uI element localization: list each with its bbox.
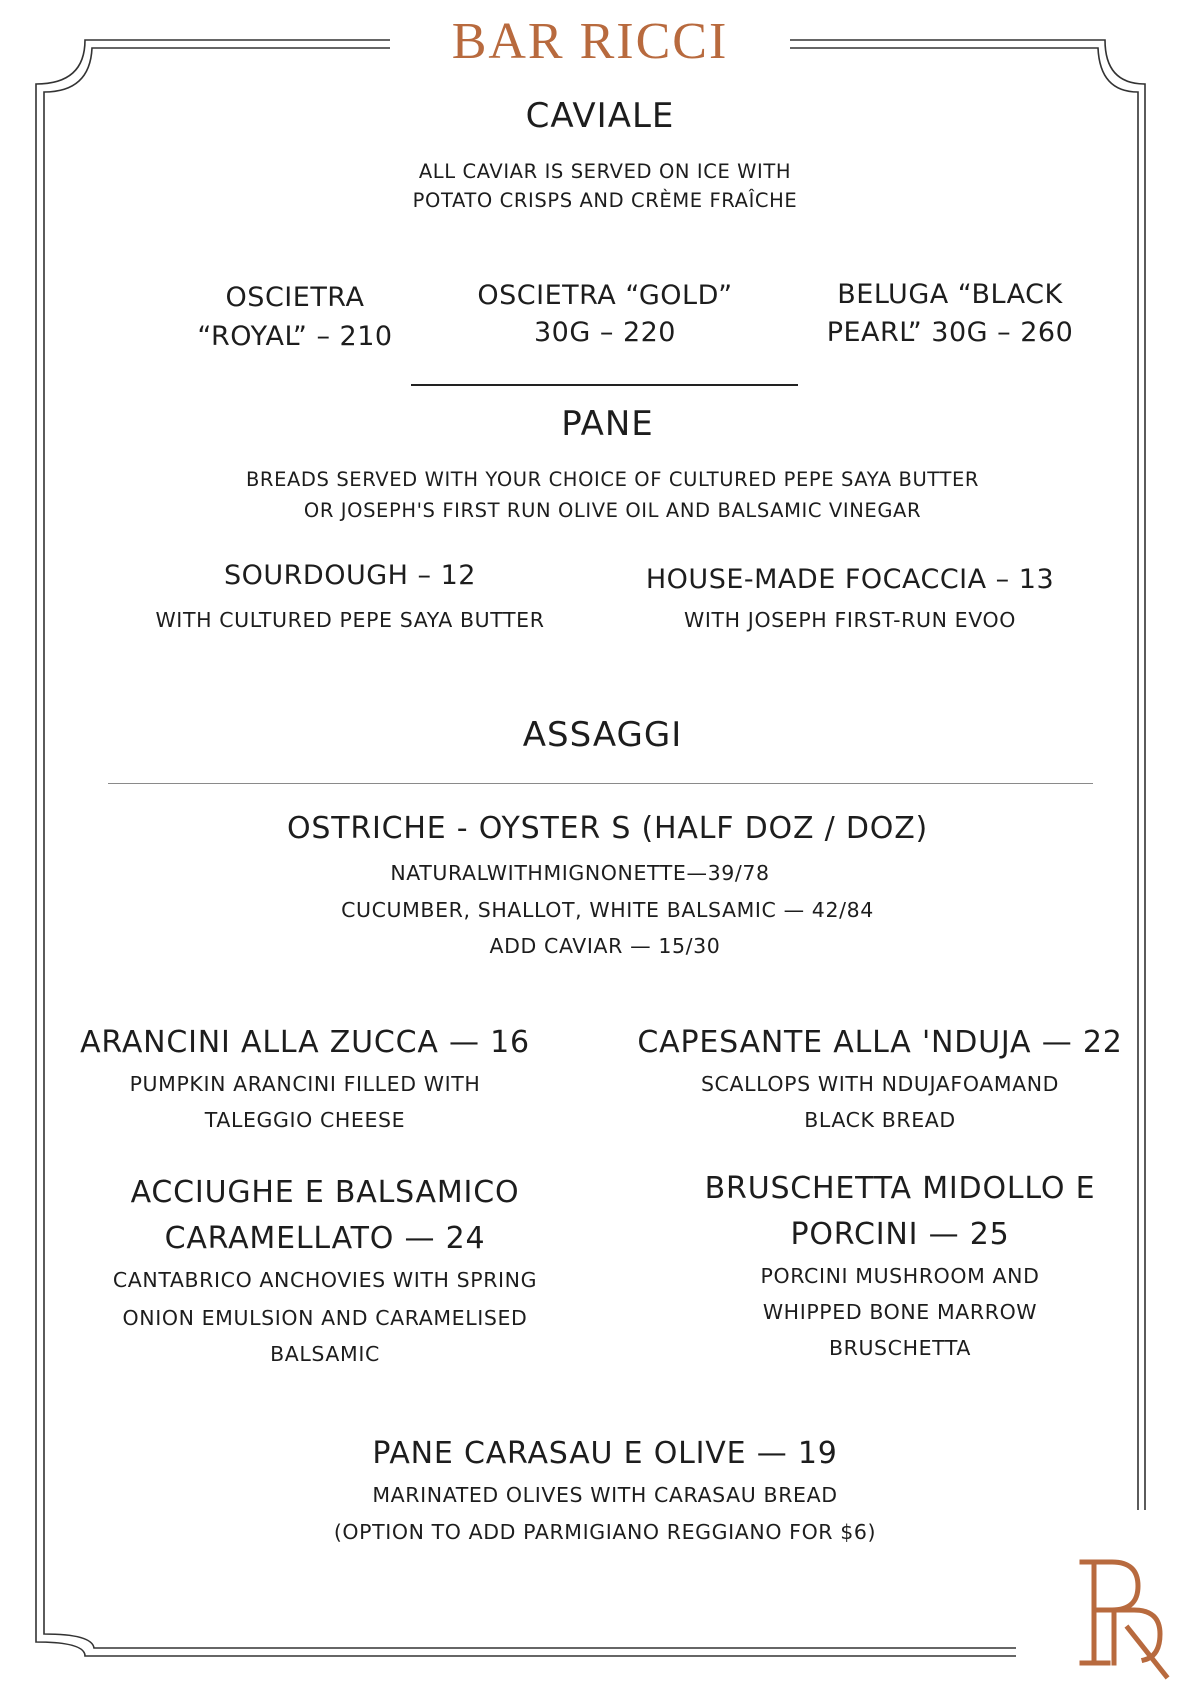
- arancini-title: ARANCINI ALLA ZUCCA — 16: [80, 1025, 530, 1060]
- caviar-item-gold-line1: OSCIETRA “GOLD”: [477, 280, 733, 311]
- acciughe-desc-line1: CANTABRICO ANCHOVIES WITH SPRING: [112, 1268, 538, 1292]
- section-title-pane: PANE: [561, 404, 654, 444]
- section-divider: [411, 384, 798, 386]
- bruschetta-title-line1: BRUSCHETTA MIDOLLO E: [704, 1171, 1096, 1206]
- br-monogram-icon: [1016, 1510, 1200, 1697]
- arancini-desc-line2: TALEGGIO CHEESE: [204, 1108, 406, 1132]
- brand-title: BAR RICCI: [390, 0, 790, 80]
- arancini-desc-line1: PUMPKIN ARANCINI FILLED WITH: [129, 1072, 481, 1096]
- caviale-note-line2: POTATO CRISPS AND CRÈME FRAÎCHE: [412, 189, 798, 212]
- caviar-item-beluga-line1: BELUGA “BLACK: [837, 279, 1063, 310]
- acciughe-desc-line2: ONION EMULSION AND CARAMELISED: [122, 1306, 528, 1330]
- caviar-item-royal-line2: “ROYAL” – 210: [197, 321, 393, 352]
- oysters-line-caviar: ADD CAVIAR — 15/30: [489, 934, 721, 958]
- capesante-desc-line2: BLACK BREAD: [804, 1108, 956, 1132]
- bruschetta-desc-line2: WHIPPED BONE MARROW: [762, 1300, 1038, 1324]
- caviar-item-gold-line2: 30G – 220: [534, 317, 676, 348]
- bruschetta-desc-line3: BRUSCHETTA: [828, 1336, 972, 1360]
- oysters-line-cucumber: CUCUMBER, SHALLOT, WHITE BALSAMIC — 42/84: [341, 898, 874, 922]
- oysters-line-natural: NATURALWITHMIGNONETTE—39/78: [390, 861, 770, 885]
- bruschetta-desc-line1: PORCINI MUSHROOM AND: [760, 1264, 1040, 1288]
- pane-item-focaccia: HOUSE-MADE FOCACCIA – 13: [645, 564, 1055, 595]
- bruschetta-title-line2: PORCINI — 25: [790, 1217, 1010, 1252]
- acciughe-title-line2: CARAMELLATO — 24: [164, 1221, 486, 1256]
- caviale-note-line1: ALL CAVIAR IS SERVED ON ICE WITH: [418, 160, 792, 183]
- pane-item-sourdough: SOURDOUGH – 12: [224, 560, 476, 591]
- acciughe-desc-line3: BALSAMIC: [270, 1342, 380, 1366]
- carasau-desc-line2: (OPTION TO ADD PARMIGIANO REGGIANO FOR $6): [333, 1520, 877, 1544]
- caviar-item-royal-line1: OSCIETRA: [225, 282, 365, 313]
- pane-item-focaccia-desc: WITH JOSEPH FIRST-RUN EVOO: [684, 608, 1016, 632]
- carasau-desc-line1: MARINATED OLIVES WITH CARASAU BREAD: [372, 1483, 838, 1507]
- carasau-title: PANE CARASAU E OLIVE — 19: [372, 1436, 838, 1471]
- capesante-title: CAPESANTE ALLA 'NDUJA — 22: [637, 1025, 1123, 1060]
- caviar-item-beluga-line2: PEARL” 30G – 260: [826, 317, 1074, 348]
- oysters-title: OSTRICHE - OYSTER S (HALF DOZ / DOZ): [286, 811, 929, 846]
- pane-note-line2: OR JOSEPH'S FIRST RUN OLIVE OIL AND BALSAMIC VINEGAR: [303, 499, 922, 522]
- capesante-desc-line1: SCALLOPS WITH NDUJAFOAMAND: [700, 1072, 1060, 1096]
- section-title-caviale: CAVIALE: [525, 96, 675, 136]
- assaggi-divider: [108, 783, 1093, 784]
- acciughe-title-line1: ACCIUGHE E BALSAMICO: [130, 1175, 520, 1210]
- section-title-assaggi: ASSAGGI: [522, 715, 683, 755]
- brand-monogram: [1016, 1510, 1200, 1697]
- pane-item-sourdough-desc: WITH CULTURED PEPE SAYA BUTTER: [155, 608, 545, 632]
- pane-note-line1: BREADS SERVED WITH YOUR CHOICE OF CULTURED PEPE SAYA BUTTER: [245, 468, 980, 491]
